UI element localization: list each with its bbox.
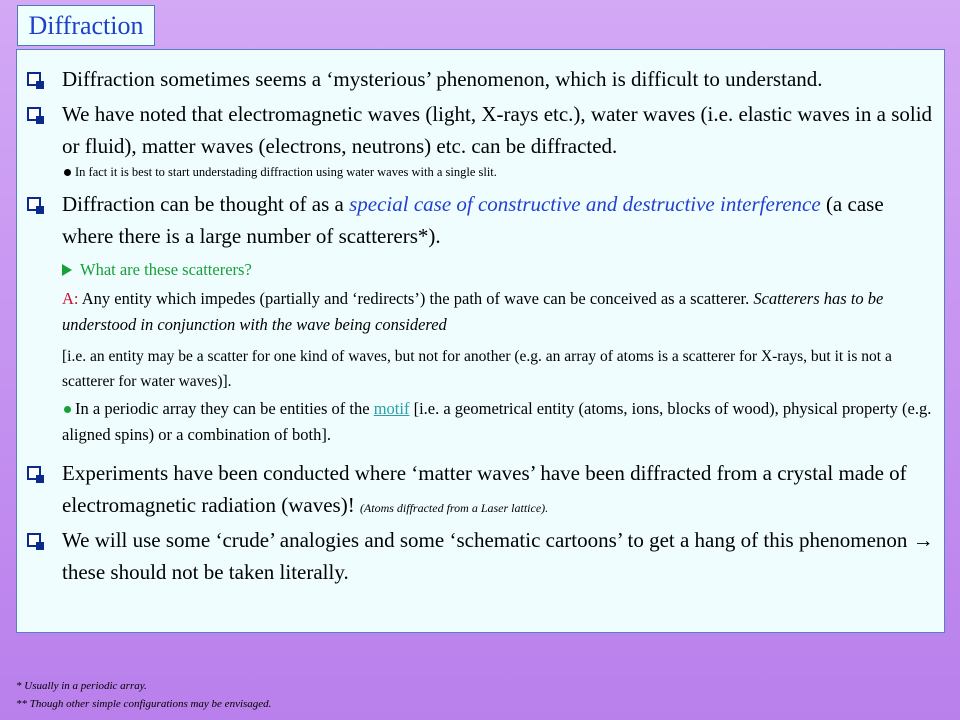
periodic-array-row (62, 396, 932, 448)
arrow-bullet-icon (62, 264, 72, 276)
dot-bullet-icon (64, 406, 71, 413)
b3-pre: Diffraction can be thought of as a (62, 192, 350, 216)
question-row (62, 257, 932, 283)
answer-bracket: [i.e. an entity may be a scatter for one kind of waves, but not for another (e.g. an array of atoms is a scatterer for X-rays, but it is not a scatterer for water waves)]. (62, 348, 892, 390)
dot-bullet-icon (64, 169, 71, 176)
checkbox-bullet-icon (27, 466, 41, 480)
b4-note: (Atoms diffracted from a Laser lattice). (359, 501, 549, 515)
sub-note-water-waves (62, 164, 497, 180)
b4-text: Experiments have been conducted where ‘matter waves’ have been diffracted from a crystal made of electromagnetic radiation (waves)! (62, 461, 907, 517)
bullet-text-4 (62, 457, 936, 524)
periodic-post: [i.e. a geometrical entity (atoms, ions, blocks of wood), physical property (e.g. aligned spins) or a combination of both]. (62, 399, 932, 444)
bullet-text-1: Diffraction sometimes seems a ‘mysterious’ phenomenon, which is difficult to understand. (62, 67, 823, 91)
checkbox-bullet-icon (27, 197, 41, 211)
motif-link[interactable]: motif (373, 399, 410, 418)
answer-label: A: (62, 289, 79, 308)
bullet-text-5: We will use some ‘crude’ analogies and some ‘schematic cartoons’ to get a hang of this phenomenon → these should not be taken literally. (62, 528, 934, 584)
periodic-pre: In a periodic array they can be entities of the (75, 399, 374, 418)
footnote-2: ** Though other simple configurations may be envisaged. (16, 698, 272, 710)
bullet-text-2: We have noted that electromagnetic waves (light, X-rays etc.), water waves (i.e. elastic waves in a solid or fluid), matter waves (electrons, neutrons) etc. can be diffracted. (62, 102, 933, 158)
content-panel (16, 49, 945, 633)
slide-title: Diffraction (17, 5, 155, 46)
footnote-1: * Usually in a periodic array. (16, 680, 147, 692)
answer-text: Any entity which impedes (partially and ‘redirects’) the path of wave can be conceived as a scatterer. (78, 289, 754, 308)
bullet-text-3 (62, 188, 936, 252)
sub-note-text: In fact it is best to start understading diffraction using water waves with a single slit. (75, 165, 497, 179)
answer-block (62, 286, 932, 338)
answer-italic: Scatterers has to be understood in conjunction with the wave being considered (62, 289, 884, 334)
checkbox-bullet-icon (27, 72, 41, 86)
checkbox-bullet-icon (27, 107, 41, 121)
b3-highlight: special case of constructive and destructive interference (349, 192, 821, 216)
question-text: What are these scatterers? (80, 260, 252, 279)
checkbox-bullet-icon (27, 533, 41, 547)
b3-post: (a case where there is a large number of scatterers*). (62, 192, 884, 248)
